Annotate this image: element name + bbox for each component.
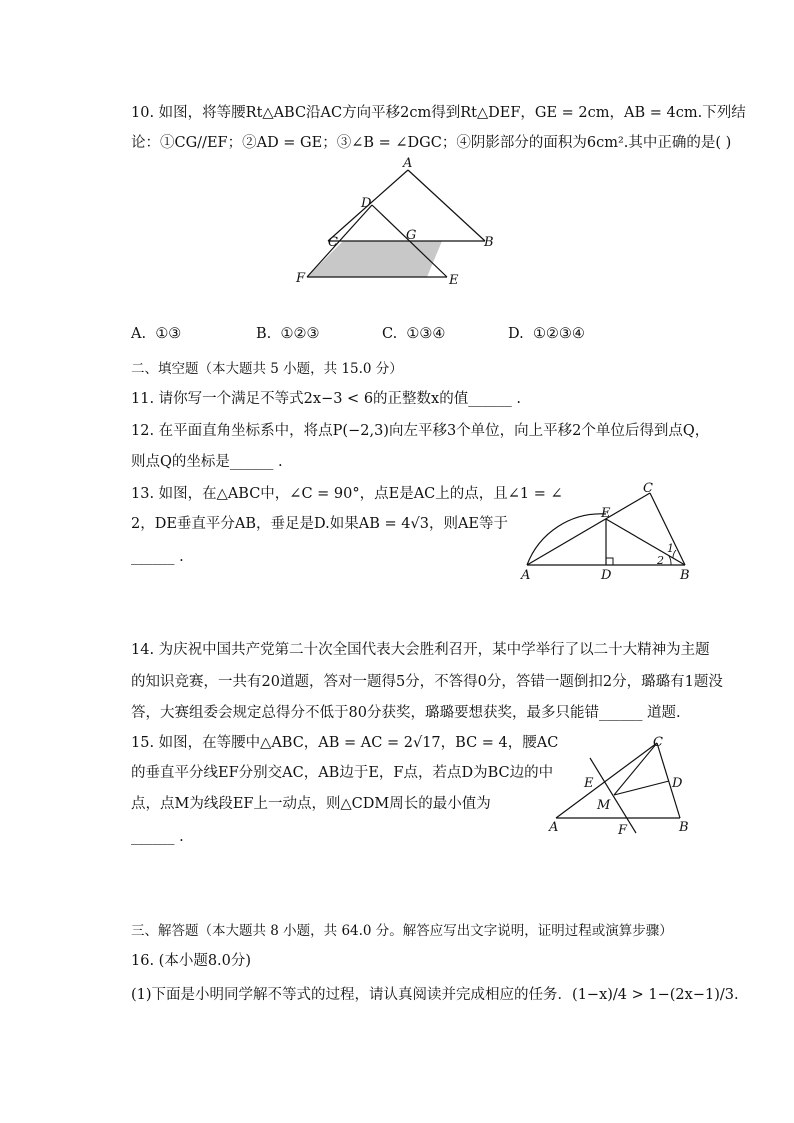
fig15-label-C: C bbox=[653, 735, 663, 750]
q15-line-3: 点，点M为线段EF上一动点，则△CDM周长的最小值为 bbox=[131, 796, 491, 812]
q13-line-2: 2，DE垂直平分AB，垂足是D.如果AB = 4√3，则AE等于 bbox=[131, 516, 509, 532]
q10-line-1: 10. 如图，将等腰Rt△ABC沿AC方向平移2cm得到Rt△DEF，GE = 2cm，AB = 4cm.下列结 bbox=[131, 105, 746, 121]
section-3-title: 三、解答题（本大题共 8 小题，共 64.0 分。解答应写出文字说明，证明过程或演算步骤） bbox=[131, 923, 673, 939]
fig10-label-B: B bbox=[484, 235, 494, 250]
fig15-label-A: A bbox=[549, 820, 559, 835]
fig10-label-F: F bbox=[296, 271, 306, 286]
fig15-label-D: D bbox=[672, 776, 683, 791]
q15-figure bbox=[540, 730, 700, 838]
fig13-label-2: 2 bbox=[657, 554, 664, 567]
fig10-label-C: C bbox=[328, 235, 338, 250]
q15-line-4: ______ . bbox=[131, 829, 184, 845]
q12-line-2: 则点Q的坐标是______ . bbox=[131, 454, 283, 470]
fig13-label-E: E bbox=[601, 506, 611, 521]
fig15-label-F: F bbox=[618, 823, 628, 838]
fig13-label-A: A bbox=[521, 568, 531, 583]
fig15-label-B: B bbox=[679, 820, 689, 835]
fig10-label-D: D bbox=[361, 196, 372, 211]
q13-line-3: ______ . bbox=[131, 549, 184, 565]
fig15-label-M: M bbox=[597, 798, 611, 813]
q13-figure bbox=[515, 480, 700, 585]
fig15-label-E: E bbox=[584, 776, 594, 791]
option-c[interactable]: C. ①③④ bbox=[382, 326, 446, 342]
fig13-label-C: C bbox=[643, 481, 653, 496]
option-d[interactable]: D. ①②③④ bbox=[508, 326, 585, 342]
fig13-label-B: B bbox=[680, 568, 690, 583]
option-a[interactable]: A. ①③ bbox=[131, 326, 182, 342]
q15-line-1: 15. 如图，在等腰中△ABC，AB = AC = 2√17，BC = 4，腰AC bbox=[131, 735, 559, 751]
q14-line-3: 答，大赛组委会规定总得分不低于80分获奖，璐璐要想获奖，最多只能错______ 道题. bbox=[131, 705, 681, 721]
q12-line-1: 12. 在平面直角坐标系中，将点P(−2,3)向左平移3个单位，向上平移2个单位后得到点Q， bbox=[131, 423, 710, 439]
fig13-label-1: 1 bbox=[667, 542, 674, 555]
fig10-label-G: G bbox=[406, 228, 417, 243]
q14-line-2: 的知识竞赛，一共有20道题，答对一题得5分，不答得0分，答错一题倒扣2分，璐璐有1题没 bbox=[131, 674, 723, 690]
q15-line-2: 的垂直平分线EF分别交AC，AB边于E，F点，若点D为BC边的中 bbox=[131, 765, 554, 781]
fig10-label-E: E bbox=[449, 273, 459, 288]
q16-line-1: 16. (本小题8.0分) bbox=[131, 953, 252, 969]
fig13-label-D: D bbox=[601, 568, 612, 583]
section-2-title: 二、填空题（本大题共 5 小题，共 15.0 分） bbox=[131, 361, 403, 377]
q11-line-1: 11. 请你写一个满足不等式2x−3 < 6的正整数x的值______ . bbox=[131, 391, 521, 407]
q10-figure bbox=[290, 155, 505, 290]
q14-line-1: 14. 为庆祝中国共产党第二十次全国代表大会胜利召开，某中学举行了以二十大精神为主题 bbox=[131, 642, 710, 658]
option-b[interactable]: B. ①②③ bbox=[256, 326, 320, 342]
q10-line-2: 论：①CG//EF；②AD = GE；③∠B = ∠DGC；④阴影部分的面积为6cm².其中正确的是( ) bbox=[131, 135, 732, 151]
q13-line-1: 13. 如图，在△ABC中，∠C = 90°，点E是AC上的点，且∠1 = ∠ bbox=[131, 486, 563, 502]
q16-line-2: (1)下面是小明同学解不等式的过程，请认真阅读并完成相应的任务．(1−x)/4 > 1−(2x−1)/3. bbox=[131, 987, 739, 1003]
fig10-label-A: A bbox=[403, 156, 413, 171]
